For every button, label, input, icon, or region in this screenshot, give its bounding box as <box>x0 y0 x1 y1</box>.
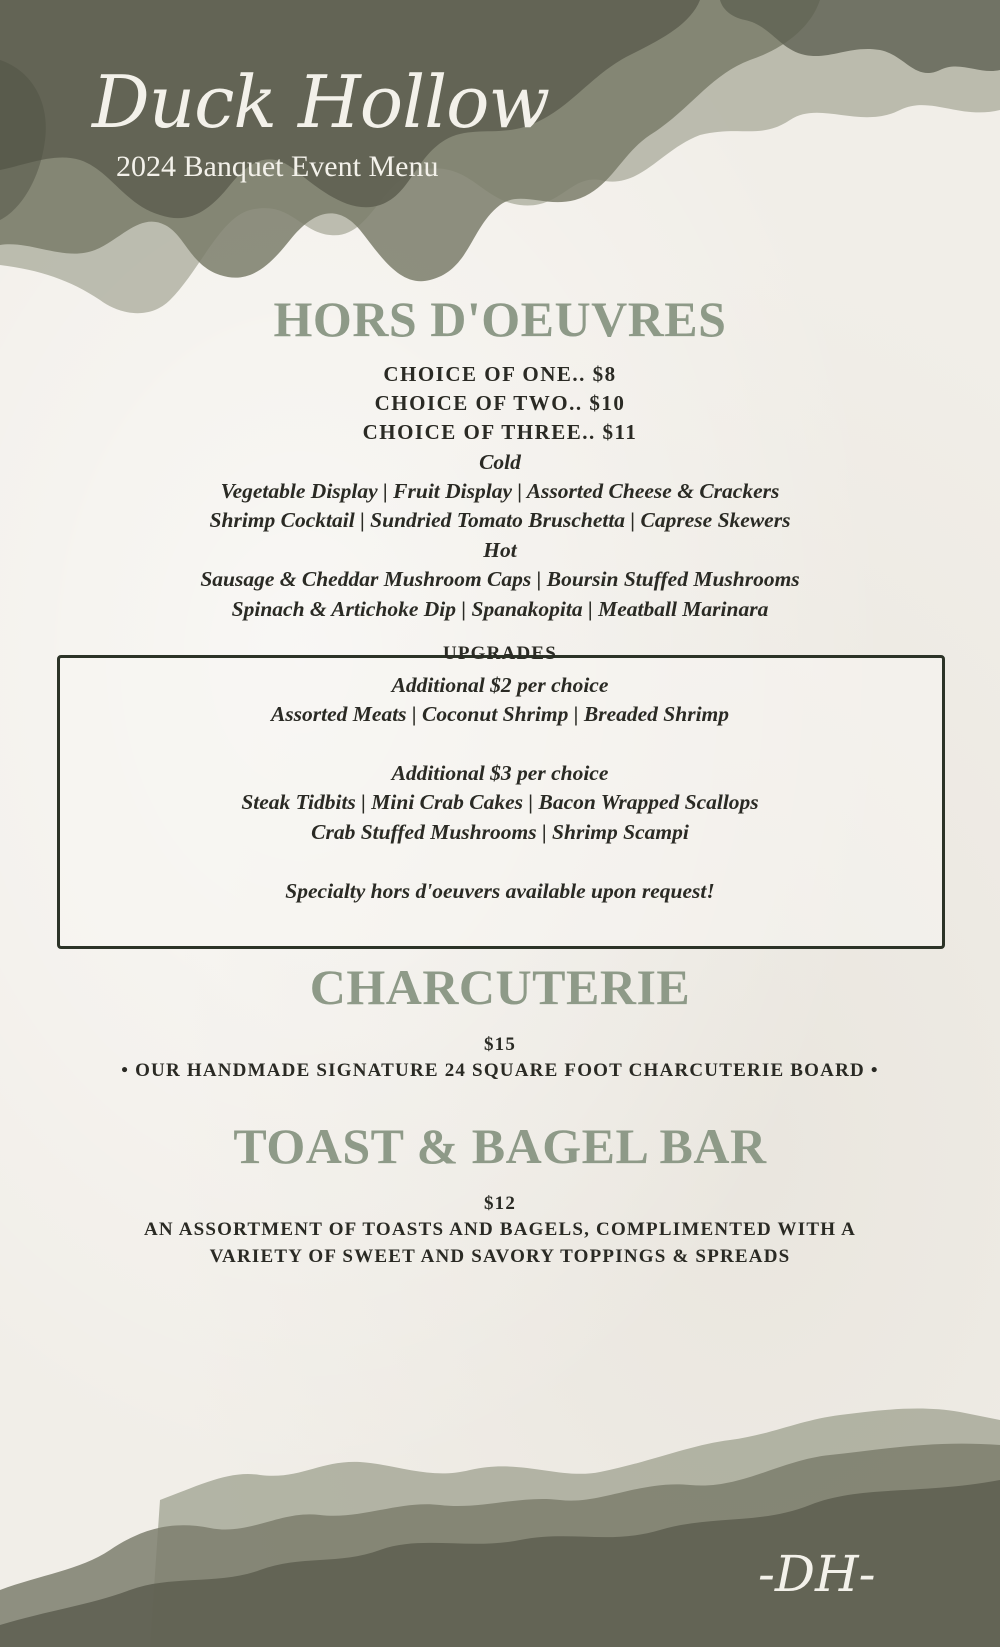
toast-bagel-description-line1: AN ASSORTMENT OF TOASTS AND BAGELS, COMPLIMENTED WITH A <box>143 1219 856 1240</box>
hot-items-line1: Sausage & Cheddar Mushroom Caps | Boursin Stuffed Mushrooms <box>200 567 800 591</box>
dh-monogram: -DH- <box>758 1545 876 1603</box>
choice-one: CHOICE OF ONE.. $8 <box>383 362 617 386</box>
cold-items-line1: Vegetable Display | Fruit Display | Assorted Cheese & Crackers <box>220 479 780 503</box>
upgrade-tier1-items: Assorted Meats | Coconut Shrimp | Breaded Shrimp <box>270 702 730 726</box>
upgrade-tier2-label: Additional $3 per choice <box>391 761 609 785</box>
toast-bagel-description-line2: VARIETY OF SWEET AND SAVORY TOPPINGS & SPREADS <box>209 1246 791 1267</box>
choice-three: CHOICE OF THREE.. $11 <box>362 420 638 444</box>
toast-bagel-price: $12 <box>483 1193 517 1214</box>
hot-items-line2: Spinach & Artichoke Dip | Spanakopita | Meatball Marinara <box>231 597 769 621</box>
upgrade-tier1-label: Additional $2 per choice <box>391 673 609 697</box>
toast-bagel-title: TOAST & BAGEL BAR <box>233 1118 767 1174</box>
upgrades-title: UPGRADES <box>442 643 558 664</box>
charcuterie-price: $15 <box>483 1034 517 1055</box>
logo-script: Duck Hollow <box>92 60 550 144</box>
menu-subtitle: 2024 Banquet Event Menu <box>116 150 439 183</box>
charcuterie-title: CHARCUTERIE <box>309 959 691 1015</box>
charcuterie-description: • OUR HANDMADE SIGNATURE 24 SQUARE FOOT CHARCUTERIE BOARD • <box>121 1060 879 1081</box>
specialty-note: Specialty hors d'oeuvers available upon request! <box>285 879 715 903</box>
choice-two: CHOICE OF TWO.. $10 <box>374 391 626 415</box>
upgrade-tier2-items-line1: Steak Tidbits | Mini Crab Cakes | Bacon Wrapped Scallops <box>241 790 759 814</box>
hot-label: Hot <box>483 538 517 562</box>
bottom-watercolor-wash <box>0 1400 1000 1647</box>
upgrade-tier2-items-line2: Crab Stuffed Mushrooms | Shrimp Scampi <box>311 820 689 844</box>
hors-doeuvres-title: HORS D'OEUVRES <box>273 291 727 347</box>
cold-items-line2: Shrimp Cocktail | Sundried Tomato Bruschetta | Caprese Skewers <box>209 508 791 532</box>
cold-label: Cold <box>479 450 521 474</box>
